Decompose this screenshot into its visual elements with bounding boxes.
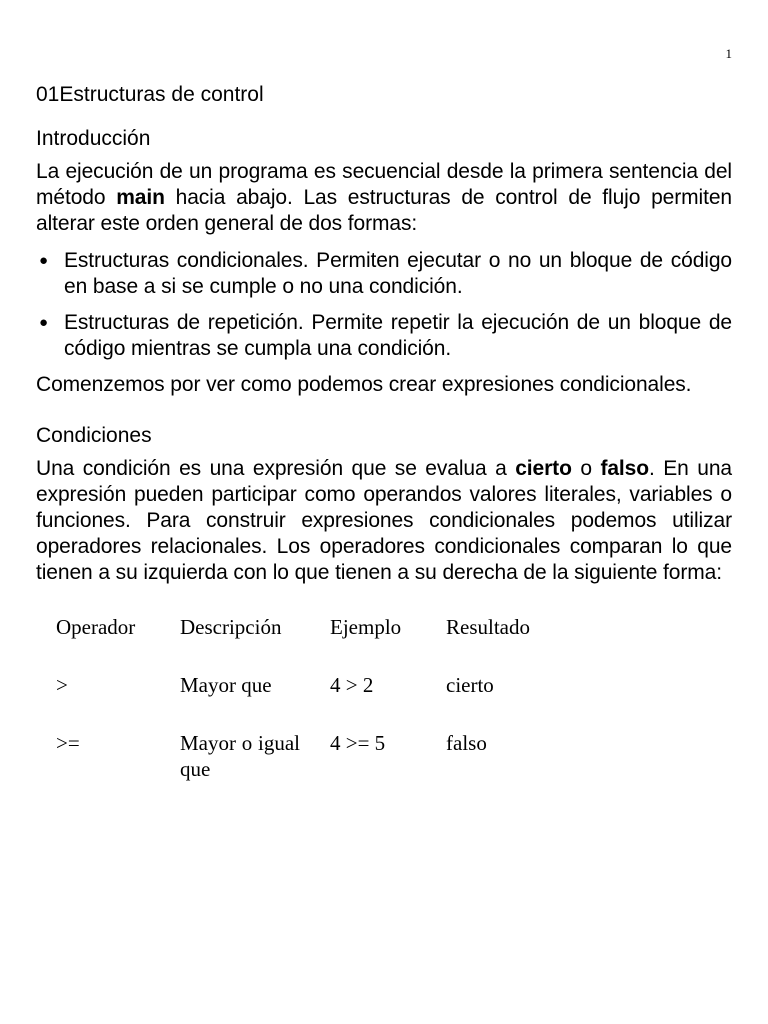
intro-text-1: La ejecución de un programa es secuencial desde la primera sentencia del método <box>36 160 732 209</box>
bullet-icon: ● <box>39 252 48 269</box>
column-header: Operador <box>56 615 136 639</box>
intro-paragraph <box>36 159 732 237</box>
conditions-paragraph <box>36 456 732 586</box>
keyword-cierto: cierto <box>515 457 572 480</box>
table-cell-text: Mayor o igual que <box>180 731 300 781</box>
keyword-main: main <box>116 186 165 209</box>
table-cell: falso <box>446 731 487 755</box>
document-body <box>36 80 732 814</box>
table-header-row <box>56 614 576 672</box>
table-row <box>56 672 576 730</box>
operators-table <box>56 614 576 814</box>
table-cell: 4 >= 5 <box>330 731 386 755</box>
column-header: Resultado <box>446 615 530 639</box>
table-cell: 4 > 2 <box>330 673 374 697</box>
column-header: Descripción <box>180 615 282 639</box>
page-number: 1 <box>725 46 732 61</box>
document-title: 01Estructuras de control <box>36 83 264 106</box>
conditions-text-1: Una condición es una expresión que se evalua a <box>36 457 516 480</box>
table-cell <box>180 730 330 814</box>
heading-condiciones: Condiciones <box>36 424 152 447</box>
intro-text-2: hacia abajo. Las estructuras de control de flujo permiten alterar este orden general de dos formas: <box>36 186 732 235</box>
intro-closing-paragraph: Comenzemos por ver como podemos crear expresiones condicionales. <box>36 373 692 396</box>
heading-introduccion: Introducción <box>36 127 151 150</box>
keyword-falso: falso <box>600 457 649 480</box>
list-item-text: Estructuras de repetición. Permite repetir la ejecución de un bloque de código mientras se cumpla una condición. <box>64 311 732 360</box>
list-item <box>36 248 732 300</box>
list-item-text: Estructuras condicionales. Permiten ejecutar o no un bloque de código en base a si se cumple o no una condición. <box>64 249 732 298</box>
table-cell: >= <box>56 731 80 755</box>
control-structures-list <box>36 248 732 362</box>
list-item <box>36 310 732 362</box>
conditions-text-2: o <box>571 457 601 480</box>
table-cell: cierto <box>446 673 494 697</box>
table-row <box>56 730 576 814</box>
conditions-text-3: . En una expresión pueden participar como operandos valores literales, variables o funciones. Para construir expresiones condicionales podemos utilizar operadores relacionales. Los operadores condicionales comparan lo que tienen a su izquierda con lo que tienen a su derecha de la siguiente forma: <box>36 457 732 584</box>
table-cell: > <box>56 673 68 697</box>
column-header: Ejemplo <box>330 615 402 639</box>
bullet-icon: ● <box>39 314 48 331</box>
table-cell: Mayor que <box>180 673 272 697</box>
